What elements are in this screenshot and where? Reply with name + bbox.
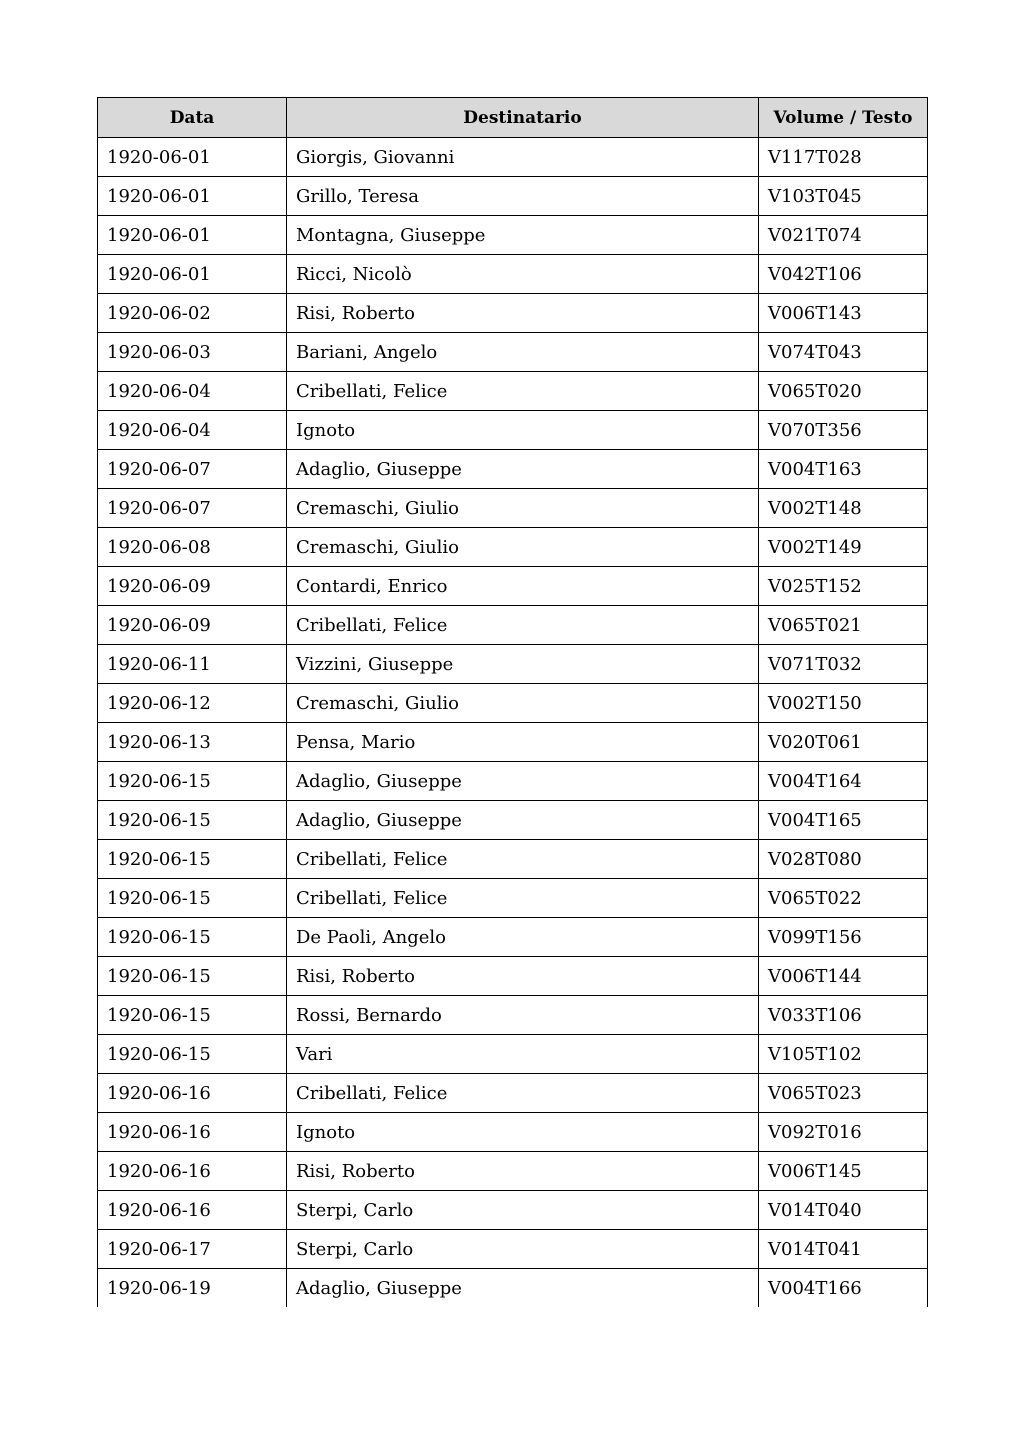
cell-volume-text: V014T040 [759,1191,928,1230]
table-row [98,177,928,216]
cell-date: 1920-06-02 [98,294,287,333]
cell-volume-text: V004T164 [759,762,928,801]
cell-date: 1920-06-09 [98,606,287,645]
cell-recipient: Bariani, Angelo [287,333,759,372]
cell-recipient: Ricci, Nicolò [287,255,759,294]
cell-date: 1920-06-15 [98,996,287,1035]
cell-volume-text: V004T163 [759,450,928,489]
cell-date: 1920-06-16 [98,1113,287,1152]
cell-date: 1920-06-03 [98,333,287,372]
cell-recipient: Adaglio, Giuseppe [287,1269,759,1308]
cell-recipient: Cremaschi, Giulio [287,489,759,528]
table-row [98,840,928,879]
cell-volume-text: V103T045 [759,177,928,216]
table-row [98,684,928,723]
cell-volume-text: V074T043 [759,333,928,372]
cell-volume-text: V065T020 [759,372,928,411]
cell-date: 1920-06-01 [98,255,287,294]
cell-recipient: Vizzini, Giuseppe [287,645,759,684]
table-row [98,567,928,606]
header-date: Data [98,98,287,138]
cell-date: 1920-06-19 [98,1269,287,1308]
cell-recipient: Sterpi, Carlo [287,1230,759,1269]
table-row [98,528,928,567]
table-row [98,996,928,1035]
cell-date: 1920-06-15 [98,762,287,801]
table-row [98,1074,928,1113]
table-row [98,1113,928,1152]
cell-volume-text: V002T148 [759,489,928,528]
cell-recipient: Adaglio, Giuseppe [287,450,759,489]
table-row [98,723,928,762]
cell-recipient: Adaglio, Giuseppe [287,801,759,840]
table-row [98,801,928,840]
table-row [98,879,928,918]
cell-date: 1920-06-17 [98,1230,287,1269]
cell-recipient: Ignoto [287,411,759,450]
cell-date: 1920-06-01 [98,177,287,216]
table-row [98,1269,928,1308]
cell-volume-text: V065T023 [759,1074,928,1113]
table-row [98,450,928,489]
cell-date: 1920-06-01 [98,138,287,177]
cell-recipient: De Paoli, Angelo [287,918,759,957]
cell-date: 1920-06-11 [98,645,287,684]
cell-recipient: Cribellati, Felice [287,1074,759,1113]
table-header [98,98,928,138]
cell-volume-text: V092T016 [759,1113,928,1152]
cell-recipient: Contardi, Enrico [287,567,759,606]
table-row [98,411,928,450]
table-row [98,606,928,645]
cell-volume-text: V105T102 [759,1035,928,1074]
letters-table [97,97,928,1307]
table-row [98,294,928,333]
cell-date: 1920-06-07 [98,450,287,489]
cell-volume-text: V033T106 [759,996,928,1035]
cell-date: 1920-06-09 [98,567,287,606]
cell-recipient: Adaglio, Giuseppe [287,762,759,801]
table-body [98,138,928,1308]
cell-date: 1920-06-16 [98,1074,287,1113]
cell-recipient: Cribellati, Felice [287,840,759,879]
cell-date: 1920-06-12 [98,684,287,723]
cell-recipient: Giorgis, Giovanni [287,138,759,177]
cell-date: 1920-06-15 [98,879,287,918]
header-row [98,98,928,138]
header-volume-text: Volume / Testo [759,98,928,138]
cell-recipient: Grillo, Teresa [287,177,759,216]
cell-date: 1920-06-16 [98,1152,287,1191]
table-row [98,762,928,801]
cell-date: 1920-06-16 [98,1191,287,1230]
cell-volume-text: V099T156 [759,918,928,957]
cell-volume-text: V028T080 [759,840,928,879]
table-row [98,1152,928,1191]
cell-date: 1920-06-04 [98,411,287,450]
cell-volume-text: V071T032 [759,645,928,684]
cell-volume-text: V006T144 [759,957,928,996]
cell-date: 1920-06-13 [98,723,287,762]
table-row [98,138,928,177]
cell-volume-text: V014T041 [759,1230,928,1269]
cell-volume-text: V025T152 [759,567,928,606]
cell-recipient: Vari [287,1035,759,1074]
cell-volume-text: V070T356 [759,411,928,450]
cell-recipient: Montagna, Giuseppe [287,216,759,255]
table-row [98,645,928,684]
cell-recipient: Sterpi, Carlo [287,1191,759,1230]
cell-volume-text: V020T061 [759,723,928,762]
cell-volume-text: V117T028 [759,138,928,177]
cell-date: 1920-06-15 [98,918,287,957]
table-row [98,1191,928,1230]
cell-volume-text: V002T149 [759,528,928,567]
cell-recipient: Cribellati, Felice [287,879,759,918]
table-row [98,957,928,996]
table-row [98,255,928,294]
cell-date: 1920-06-07 [98,489,287,528]
cell-volume-text: V021T074 [759,216,928,255]
cell-date: 1920-06-15 [98,1035,287,1074]
cell-recipient: Pensa, Mario [287,723,759,762]
cell-recipient: Ignoto [287,1113,759,1152]
cell-recipient: Risi, Roberto [287,1152,759,1191]
cell-recipient: Rossi, Bernardo [287,996,759,1035]
cell-recipient: Cremaschi, Giulio [287,684,759,723]
cell-volume-text: V042T106 [759,255,928,294]
cell-date: 1920-06-01 [98,216,287,255]
cell-volume-text: V065T022 [759,879,928,918]
cell-recipient: Cremaschi, Giulio [287,528,759,567]
table-row [98,333,928,372]
table-row [98,216,928,255]
cell-recipient: Risi, Roberto [287,294,759,333]
table-row [98,918,928,957]
cell-volume-text: V004T165 [759,801,928,840]
cell-date: 1920-06-15 [98,801,287,840]
table-row [98,489,928,528]
cell-recipient: Cribellati, Felice [287,372,759,411]
cell-date: 1920-06-15 [98,840,287,879]
cell-volume-text: V006T143 [759,294,928,333]
table-row [98,1230,928,1269]
cell-date: 1920-06-15 [98,957,287,996]
cell-date: 1920-06-08 [98,528,287,567]
cell-volume-text: V065T021 [759,606,928,645]
cell-volume-text: V006T145 [759,1152,928,1191]
cell-recipient: Cribellati, Felice [287,606,759,645]
cell-recipient: Risi, Roberto [287,957,759,996]
table-row [98,1035,928,1074]
cell-volume-text: V002T150 [759,684,928,723]
cell-date: 1920-06-04 [98,372,287,411]
header-recipient: Destinatario [287,98,759,138]
table-row [98,372,928,411]
cell-volume-text: V004T166 [759,1269,928,1308]
